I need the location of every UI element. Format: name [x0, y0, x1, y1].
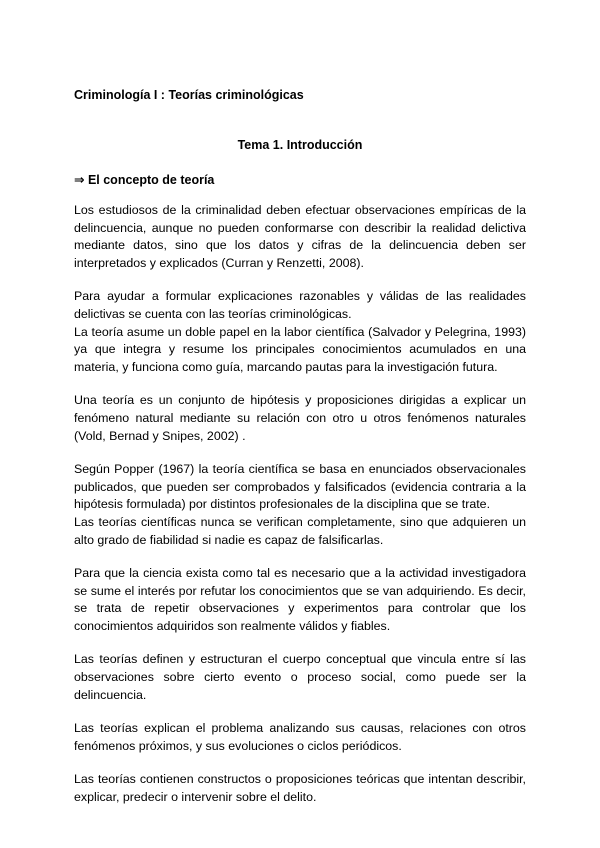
section-heading: ⇒ El concepto de teoría: [74, 173, 215, 187]
topic-title: Tema 1. Introducción: [237, 138, 363, 152]
paragraph: [74, 771, 526, 806]
paragraph: [74, 651, 526, 704]
paragraph: [74, 720, 526, 755]
paragraph-line: Una teoría es un conjunto de hipótesis y proposiciones dirigidas a explicar un fenómeno natural mediante su relación con otro u otros fenómenos naturales (Vold, Bernad y Snipes, 2002) .: [74, 393, 526, 443]
document-body: [74, 202, 526, 823]
paragraph: [74, 288, 526, 376]
paragraph-line: Para ayudar a formular explicaciones razonables y válidas de las realidades delictivas se cuenta con las teorías criminológicas.: [74, 289, 526, 321]
paragraph-line: Los estudiosos de la criminalidad deben efectuar observaciones empíricas de la delincuencia, aunque no pueden conformarse con describir la realidad delictiva mediante datos, sino que los datos y cifras de la delincuencia deben ser interpretados y explicados (Curran y Renzetti, 2008).: [74, 203, 526, 270]
paragraph-line: Las teorías definen y estructuran el cuerpo conceptual que vincula entre sí las observaciones sobre cierto evento o proceso social, como puede ser la delincuencia.: [74, 652, 526, 702]
paragraph-line: Las teorías contienen constructos o proposiciones teóricas que intentan describir, explicar, predecir o intervenir sobre el delito.: [74, 772, 526, 805]
paragraph-line: Según Popper (1967) la teoría científica se basa en enunciados observacionales publicados, que pueden ser comprobados y falsificados (evidencia contraria a la hipótesis formulada) por distintos profesionales de la disciplina que se trate.: [74, 462, 526, 512]
course-title: Criminología I : Teorías criminológicas: [74, 88, 304, 102]
paragraph-line: Las teorías explican el problema analizando sus causas, relaciones con otros fenómenos próximos, y sus evoluciones o ciclos periódicos.: [74, 721, 526, 753]
paragraph: [74, 565, 526, 635]
paragraph: [74, 202, 526, 272]
paragraph: [74, 392, 526, 445]
paragraph-line: Las teorías científicas nunca se verifican completamente, sino que adquieren un alto grado de fiabilidad si nadie es capaz de falsificarlas.: [74, 514, 526, 547]
paragraph-line: La teoría asume un doble papel en la labor científica (Salvador y Pelegrina, 1993) ya que integra y resume los principales conocimientos acumulados en una materia, y funciona como guía, marcando pautas para la investigación futura.: [74, 324, 526, 374]
paragraph: [74, 461, 526, 549]
paragraph-line: Para que la ciencia exista como tal es necesario que a la actividad investigadora se sume el interés por refutar los conocimientos que se van adquiriendo. Es decir, se trata de repetir observaciones y experimentos para controlar que los conocimientos adquiridos son realmente válidos y fiables.: [74, 566, 526, 633]
